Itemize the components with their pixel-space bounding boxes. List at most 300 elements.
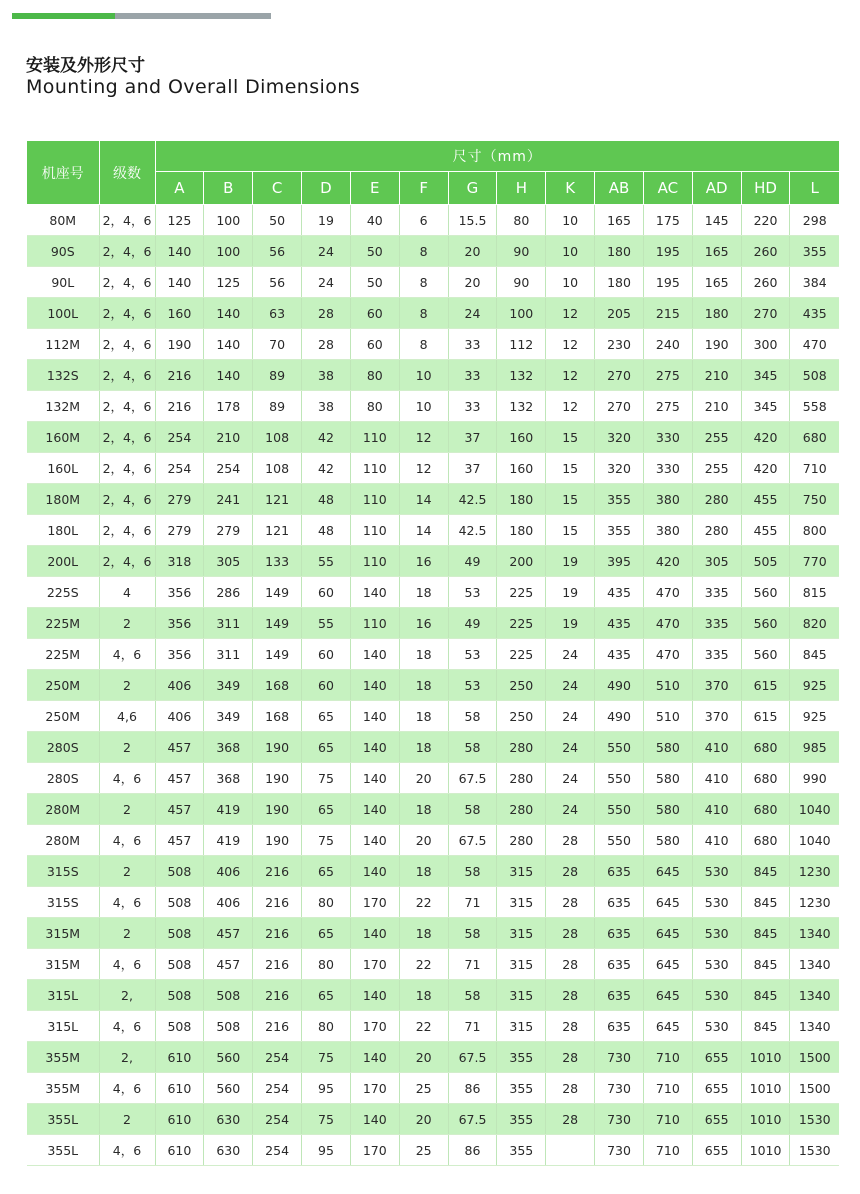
dimension-cell: 110 xyxy=(350,484,399,515)
dimension-cell: 140 xyxy=(204,329,253,360)
dimension-cell: 355 xyxy=(497,1135,546,1166)
table-row xyxy=(27,701,839,732)
dimension-cell: 220 xyxy=(741,205,790,236)
dimension-cell: 90 xyxy=(497,267,546,298)
dimension-cell: 168 xyxy=(253,701,302,732)
dimension-cell: 315 xyxy=(497,918,546,949)
dimension-cell: 15 xyxy=(546,484,595,515)
dimension-cell: 655 xyxy=(692,1042,741,1073)
poles-cell: 2，4，6 xyxy=(99,453,155,484)
dimension-cell: 216 xyxy=(253,949,302,980)
dimension-cell: 22 xyxy=(399,887,448,918)
column-header-h: H xyxy=(497,172,546,205)
dimension-cell: 550 xyxy=(595,825,644,856)
dimension-cell: 20 xyxy=(399,1042,448,1073)
dimension-cell: 280 xyxy=(692,515,741,546)
dimension-cell: 210 xyxy=(204,422,253,453)
column-header-c: C xyxy=(253,172,302,205)
dimension-cell: 315 xyxy=(497,980,546,1011)
dimension-cell: 33 xyxy=(448,360,497,391)
dimension-cell: 655 xyxy=(692,1073,741,1104)
dimension-cell: 28 xyxy=(546,825,595,856)
dimension-cell: 680 xyxy=(741,732,790,763)
dimension-cell: 140 xyxy=(350,763,399,794)
dimension-cell: 18 xyxy=(399,856,448,887)
page-title-chinese: 安装及外形尺寸 xyxy=(26,56,145,76)
dimension-cell: 1010 xyxy=(741,1073,790,1104)
dimension-cell: 18 xyxy=(399,918,448,949)
poles-cell: 2，4，6 xyxy=(99,329,155,360)
dimension-cell: 550 xyxy=(595,732,644,763)
dimension-cell: 8 xyxy=(399,236,448,267)
dimension-cell: 255 xyxy=(692,422,741,453)
dimension-cell: 65 xyxy=(302,701,351,732)
dimension-cell: 435 xyxy=(595,577,644,608)
dimension-cell: 260 xyxy=(741,267,790,298)
dimension-cell: 110 xyxy=(350,422,399,453)
dimension-cell: 140 xyxy=(204,298,253,329)
dimension-cell: 80 xyxy=(302,887,351,918)
dimension-cell: 140 xyxy=(350,794,399,825)
dimension-cell: 175 xyxy=(643,205,692,236)
dimension-cell: 230 xyxy=(595,329,644,360)
dimension-cell: 1230 xyxy=(790,856,839,887)
dimension-cell: 286 xyxy=(204,577,253,608)
dimension-cell: 42.5 xyxy=(448,484,497,515)
frame-size-cell: 250M xyxy=(27,670,99,701)
dimension-cell: 65 xyxy=(302,794,351,825)
accent-bar-grey xyxy=(115,13,271,19)
dimension-cell: 508 xyxy=(155,980,204,1011)
dimension-cell: 28 xyxy=(546,1042,595,1073)
dimension-cell: 680 xyxy=(741,794,790,825)
dimension-cell: 470 xyxy=(643,608,692,639)
dimension-cell: 457 xyxy=(155,732,204,763)
poles-cell: 4,6 xyxy=(99,701,155,732)
dimension-cell: 28 xyxy=(546,856,595,887)
dimension-cell: 140 xyxy=(350,918,399,949)
dimension-cell: 435 xyxy=(595,639,644,670)
dimension-cell: 170 xyxy=(350,1073,399,1104)
dimension-cell: 645 xyxy=(643,856,692,887)
column-header-a: A xyxy=(155,172,204,205)
table-row xyxy=(27,546,839,577)
column-header-b: B xyxy=(204,172,253,205)
dimension-cell: 925 xyxy=(790,701,839,732)
dimension-cell: 710 xyxy=(643,1135,692,1166)
dimension-cell: 56 xyxy=(253,236,302,267)
poles-cell: 2，4，6 xyxy=(99,484,155,515)
dimension-cell: 530 xyxy=(692,1011,741,1042)
dimension-cell: 508 xyxy=(204,980,253,1011)
dimension-cell: 356 xyxy=(155,639,204,670)
dimension-cell: 530 xyxy=(692,918,741,949)
frame-size-cell: 355L xyxy=(27,1104,99,1135)
dimension-cell: 67.5 xyxy=(448,825,497,856)
dimension-cell: 149 xyxy=(253,608,302,639)
dimension-cell: 12 xyxy=(546,298,595,329)
dimension-cell: 355 xyxy=(595,484,644,515)
dimension-cell: 558 xyxy=(790,391,839,422)
dimension-cell: 470 xyxy=(643,639,692,670)
dimension-cell: 680 xyxy=(741,763,790,794)
dimension-cell: 33 xyxy=(448,391,497,422)
dimension-cell: 14 xyxy=(399,515,448,546)
dimension-cell: 355 xyxy=(790,236,839,267)
dimension-cell: 16 xyxy=(399,608,448,639)
dimension-cell: 145 xyxy=(692,205,741,236)
dimension-cell: 10 xyxy=(546,205,595,236)
dimension-cell: 140 xyxy=(350,1104,399,1135)
column-header-ac: AC xyxy=(643,172,692,205)
dimension-cell: 419 xyxy=(204,794,253,825)
dimension-cell: 95 xyxy=(302,1135,351,1166)
dimension-cell: 355 xyxy=(595,515,644,546)
dimension-cell: 300 xyxy=(741,329,790,360)
dimension-cell: 60 xyxy=(350,329,399,360)
poles-cell: 2，4，6 xyxy=(99,205,155,236)
poles-cell: 2 xyxy=(99,670,155,701)
dimension-cell: 60 xyxy=(350,298,399,329)
dimension-cell: 275 xyxy=(643,391,692,422)
dimension-cell: 216 xyxy=(253,1011,302,1042)
dimension-cell: 190 xyxy=(253,794,302,825)
dimension-cell: 180 xyxy=(497,515,546,546)
column-header-g: G xyxy=(448,172,497,205)
column-header-d: D xyxy=(302,172,351,205)
dimension-cell: 100 xyxy=(204,205,253,236)
dimension-cell: 750 xyxy=(790,484,839,515)
dimension-cell: 16 xyxy=(399,546,448,577)
dimension-cell: 58 xyxy=(448,856,497,887)
poles-cell: 2 xyxy=(99,732,155,763)
dimension-cell: 110 xyxy=(350,453,399,484)
dimension-cell: 610 xyxy=(155,1042,204,1073)
dimension-cell: 42 xyxy=(302,422,351,453)
dimension-cell: 630 xyxy=(204,1104,253,1135)
dimension-cell: 275 xyxy=(643,360,692,391)
poles-cell: 2，4，6 xyxy=(99,236,155,267)
poles-cell: 4，6 xyxy=(99,1011,155,1042)
dimension-cell: 8 xyxy=(399,298,448,329)
dimension-cell: 457 xyxy=(204,949,253,980)
table-row xyxy=(27,1073,839,1104)
frame-size-cell: 315S xyxy=(27,856,99,887)
dimension-cell: 28 xyxy=(546,949,595,980)
dimension-cell: 645 xyxy=(643,1011,692,1042)
dimension-cell: 655 xyxy=(692,1104,741,1135)
dimension-cell: 86 xyxy=(448,1135,497,1166)
dimension-cell: 75 xyxy=(302,763,351,794)
frame-size-cell: 280M xyxy=(27,825,99,856)
dimension-cell: 53 xyxy=(448,639,497,670)
dimension-cell: 368 xyxy=(204,763,253,794)
frame-size-cell: 225M xyxy=(27,608,99,639)
dimension-cell: 240 xyxy=(643,329,692,360)
dimension-cell: 330 xyxy=(643,422,692,453)
dimension-cell: 121 xyxy=(253,515,302,546)
dimension-cell: 645 xyxy=(643,918,692,949)
dimension-cell: 1500 xyxy=(790,1073,839,1104)
dimension-cell: 149 xyxy=(253,577,302,608)
table-row xyxy=(27,391,839,422)
dimension-cell: 254 xyxy=(253,1135,302,1166)
dimension-cell: 71 xyxy=(448,1011,497,1042)
dimension-cell: 48 xyxy=(302,515,351,546)
dimension-cell: 530 xyxy=(692,856,741,887)
dimension-cell: 53 xyxy=(448,670,497,701)
dimension-cell: 420 xyxy=(741,422,790,453)
dimension-cell: 165 xyxy=(692,267,741,298)
dimension-cell: 680 xyxy=(790,422,839,453)
table-row xyxy=(27,670,839,701)
dimension-cell: 255 xyxy=(692,453,741,484)
dimension-cell: 50 xyxy=(350,236,399,267)
frame-size-cell: 112M xyxy=(27,329,99,360)
page-title-english: Mounting and Overall Dimensions xyxy=(26,76,360,98)
dimension-cell: 270 xyxy=(595,360,644,391)
table-row xyxy=(27,577,839,608)
dimension-cell: 635 xyxy=(595,887,644,918)
dimension-cell: 110 xyxy=(350,546,399,577)
dimension-cell: 254 xyxy=(155,453,204,484)
dimension-cell: 580 xyxy=(643,825,692,856)
dimension-cell: 406 xyxy=(155,670,204,701)
dimension-cell: 490 xyxy=(595,670,644,701)
dimension-cell: 132 xyxy=(497,360,546,391)
dimension-cell: 75 xyxy=(302,1104,351,1135)
dimension-cell: 90 xyxy=(497,236,546,267)
dimension-cell: 132 xyxy=(497,391,546,422)
dimension-cell: 560 xyxy=(741,577,790,608)
dimension-cell: 349 xyxy=(204,701,253,732)
dimension-cell: 510 xyxy=(643,701,692,732)
dimensions-table xyxy=(27,141,839,1166)
dimension-cell: 58 xyxy=(448,701,497,732)
table-row xyxy=(27,887,839,918)
dimension-cell: 100 xyxy=(497,298,546,329)
dimension-cell: 140 xyxy=(155,236,204,267)
dimension-cell: 108 xyxy=(253,422,302,453)
dimension-cell: 18 xyxy=(399,670,448,701)
poles-cell: 2, xyxy=(99,980,155,1011)
frame-size-cell: 280S xyxy=(27,732,99,763)
dimension-cell: 67.5 xyxy=(448,1104,497,1135)
dimension-cell: 95 xyxy=(302,1073,351,1104)
dimension-cell: 80 xyxy=(302,1011,351,1042)
dimension-cell: 149 xyxy=(253,639,302,670)
frame-size-cell: 355M xyxy=(27,1073,99,1104)
dimension-cell: 140 xyxy=(350,856,399,887)
column-header-e: E xyxy=(350,172,399,205)
dimension-cell: 241 xyxy=(204,484,253,515)
dimension-cell: 406 xyxy=(204,887,253,918)
dimension-cell: 20 xyxy=(399,1104,448,1135)
dimension-cell: 505 xyxy=(741,546,790,577)
dimension-cell: 28 xyxy=(546,887,595,918)
dimension-cell: 345 xyxy=(741,360,790,391)
dimension-cell: 550 xyxy=(595,763,644,794)
dimension-cell: 925 xyxy=(790,670,839,701)
dimension-cell: 24 xyxy=(302,267,351,298)
dimension-cell: 18 xyxy=(399,701,448,732)
dimension-cell: 38 xyxy=(302,360,351,391)
dimension-cell: 508 xyxy=(155,949,204,980)
dimension-cell: 28 xyxy=(546,918,595,949)
dimension-cell: 140 xyxy=(350,732,399,763)
dimension-cell: 190 xyxy=(155,329,204,360)
dimension-cell: 58 xyxy=(448,794,497,825)
dimension-cell: 140 xyxy=(350,1042,399,1073)
dimension-cell: 1230 xyxy=(790,887,839,918)
dimensions-group-header: 尺寸（mm） xyxy=(155,141,839,172)
dimension-cell: 615 xyxy=(741,701,790,732)
dimension-cell: 508 xyxy=(155,887,204,918)
dimension-cell: 38 xyxy=(302,391,351,422)
dimension-cell: 710 xyxy=(790,453,839,484)
dimension-cell: 1010 xyxy=(741,1135,790,1166)
poles-cell: 4，6 xyxy=(99,887,155,918)
dimension-cell: 315 xyxy=(497,856,546,887)
dimension-cell: 56 xyxy=(253,267,302,298)
column-header-k: K xyxy=(546,172,595,205)
dimension-cell: 18 xyxy=(399,980,448,1011)
dimension-cell: 615 xyxy=(741,670,790,701)
dimension-cell: 320 xyxy=(595,453,644,484)
dimension-cell: 730 xyxy=(595,1135,644,1166)
dimension-cell: 125 xyxy=(155,205,204,236)
dimension-cell: 28 xyxy=(302,298,351,329)
dimension-cell: 845 xyxy=(741,856,790,887)
dimension-cell: 89 xyxy=(253,391,302,422)
dimension-cell: 635 xyxy=(595,856,644,887)
dimension-cell: 610 xyxy=(155,1135,204,1166)
frame-size-cell: 355M xyxy=(27,1042,99,1073)
dimension-cell: 457 xyxy=(155,763,204,794)
dimension-cell: 580 xyxy=(643,763,692,794)
dimension-cell: 730 xyxy=(595,1042,644,1073)
dimension-cell: 49 xyxy=(448,608,497,639)
dimension-cell: 1340 xyxy=(790,918,839,949)
dimension-cell: 20 xyxy=(399,763,448,794)
poles-cell: 2 xyxy=(99,1104,155,1135)
dimension-cell: 80 xyxy=(302,949,351,980)
dimension-cell: 508 xyxy=(155,918,204,949)
dimension-cell: 410 xyxy=(692,763,741,794)
dimension-cell: 298 xyxy=(790,205,839,236)
dimension-cell: 10 xyxy=(546,236,595,267)
dimension-cell: 12 xyxy=(399,453,448,484)
dimension-cell: 356 xyxy=(155,577,204,608)
dimension-cell: 420 xyxy=(741,453,790,484)
dimension-cell: 355 xyxy=(497,1104,546,1135)
dimension-cell: 20 xyxy=(399,825,448,856)
dimension-cell: 205 xyxy=(595,298,644,329)
table-row xyxy=(27,639,839,670)
dimension-cell: 508 xyxy=(204,1011,253,1042)
poles-cell: 4 xyxy=(99,577,155,608)
dimension-cell: 170 xyxy=(350,1011,399,1042)
dimension-cell: 645 xyxy=(643,949,692,980)
dimension-cell: 6 xyxy=(399,205,448,236)
frame-size-cell: 90S xyxy=(27,236,99,267)
table-row xyxy=(27,422,839,453)
dimension-cell: 75 xyxy=(302,825,351,856)
dimension-cell: 28 xyxy=(546,980,595,1011)
dimension-cell: 279 xyxy=(155,484,204,515)
frame-size-cell: 80M xyxy=(27,205,99,236)
frame-size-cell: 280M xyxy=(27,794,99,825)
dimension-cell: 355 xyxy=(497,1073,546,1104)
dimension-cell: 24 xyxy=(546,763,595,794)
table-row xyxy=(27,1042,839,1073)
dimension-cell: 19 xyxy=(546,577,595,608)
poles-cell: 2, xyxy=(99,1042,155,1073)
table-row xyxy=(27,794,839,825)
dimension-cell: 225 xyxy=(497,608,546,639)
table-row xyxy=(27,980,839,1011)
dimension-cell: 121 xyxy=(253,484,302,515)
dimension-cell: 560 xyxy=(204,1073,253,1104)
dimension-cell: 133 xyxy=(253,546,302,577)
frame-size-cell: 315M xyxy=(27,949,99,980)
dimension-cell: 1530 xyxy=(790,1135,839,1166)
dimension-cell: 1010 xyxy=(741,1104,790,1135)
dimension-cell: 140 xyxy=(204,360,253,391)
dimension-cell: 18 xyxy=(399,732,448,763)
dimension-cell: 65 xyxy=(302,856,351,887)
dimension-cell: 315 xyxy=(497,1011,546,1042)
column-header-f: F xyxy=(399,172,448,205)
table-body xyxy=(27,205,839,1166)
dimension-cell: 1530 xyxy=(790,1104,839,1135)
dimension-cell: 178 xyxy=(204,391,253,422)
dimension-cell: 20 xyxy=(448,236,497,267)
dimension-cell: 1340 xyxy=(790,980,839,1011)
poles-cell: 2 xyxy=(99,794,155,825)
dimension-cell: 1040 xyxy=(790,825,839,856)
frame-size-cell: 315S xyxy=(27,887,99,918)
dimension-cell: 560 xyxy=(741,608,790,639)
dimension-cell: 180 xyxy=(497,484,546,515)
table-row xyxy=(27,763,839,794)
dimension-cell: 125 xyxy=(204,267,253,298)
dimension-cell: 49 xyxy=(448,546,497,577)
frame-size-cell: 200L xyxy=(27,546,99,577)
dimension-cell: 12 xyxy=(546,329,595,360)
dimension-cell: 170 xyxy=(350,1135,399,1166)
dimension-cell: 610 xyxy=(155,1073,204,1104)
poles-cell: 2，4，6 xyxy=(99,298,155,329)
poles-cell: 2，4，6 xyxy=(99,360,155,391)
dimension-cell: 33 xyxy=(448,329,497,360)
dimension-cell: 18 xyxy=(399,639,448,670)
dimension-cell: 530 xyxy=(692,980,741,1011)
dimension-cell: 216 xyxy=(253,918,302,949)
dimension-cell: 470 xyxy=(790,329,839,360)
dimension-cell: 560 xyxy=(204,1042,253,1073)
dimension-cell: 280 xyxy=(692,484,741,515)
dimension-cell: 455 xyxy=(741,484,790,515)
table-row xyxy=(27,1135,839,1166)
frame-size-cell: 180L xyxy=(27,515,99,546)
poles-cell: 2，4，6 xyxy=(99,546,155,577)
dimension-cell: 530 xyxy=(692,887,741,918)
dimension-cell: 195 xyxy=(643,267,692,298)
dimension-cell: 42.5 xyxy=(448,515,497,546)
dimension-cell: 1010 xyxy=(741,1042,790,1073)
dimension-cell: 10 xyxy=(399,360,448,391)
